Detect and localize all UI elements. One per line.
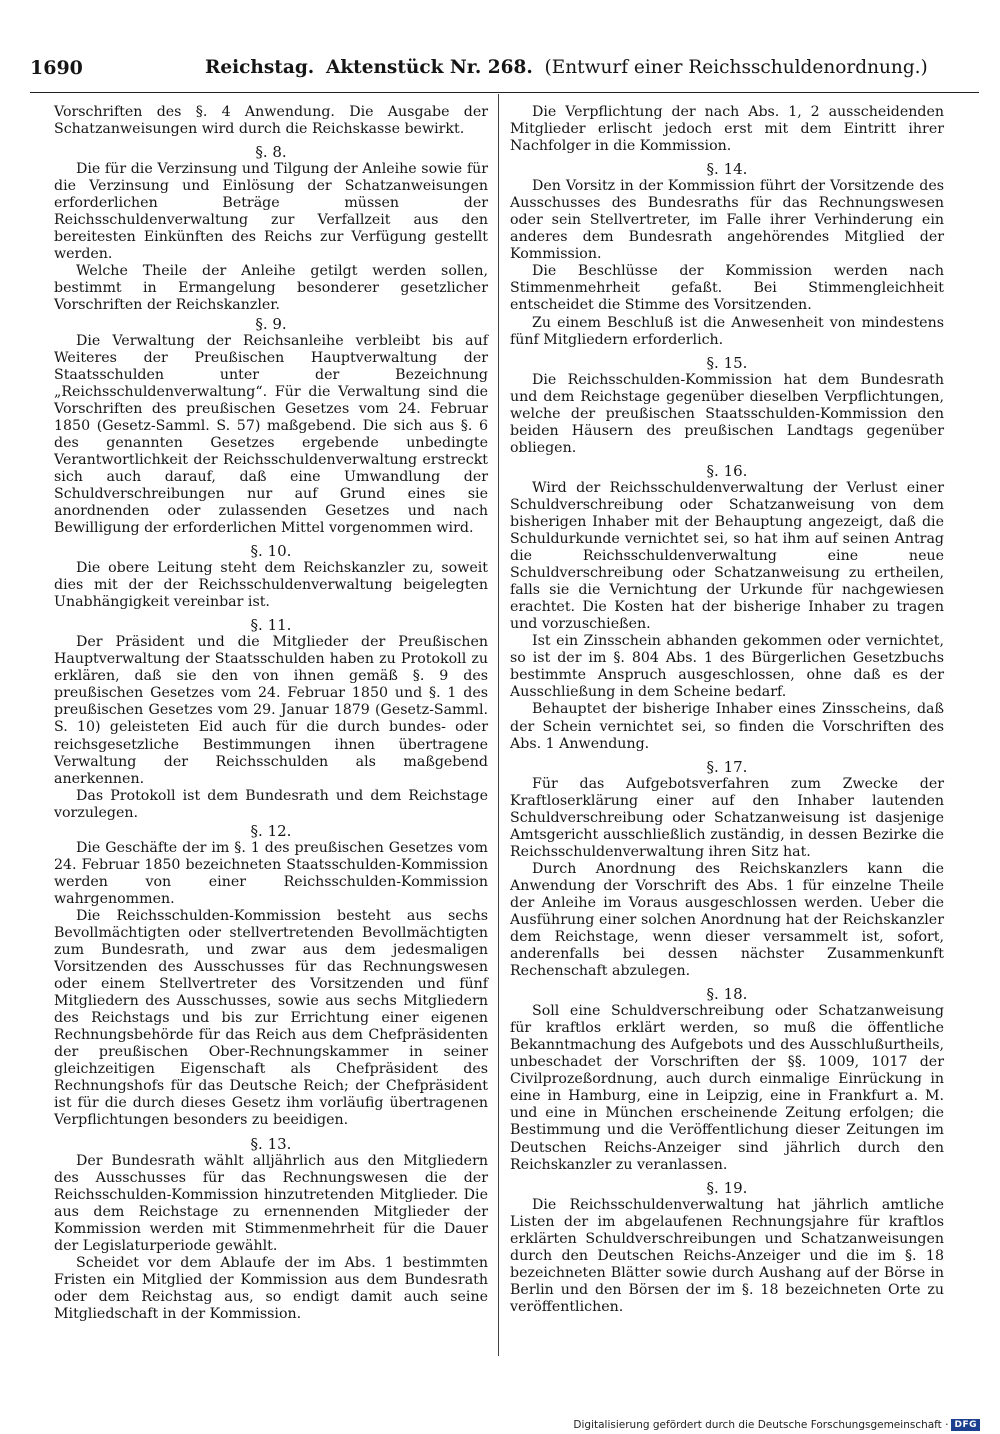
paragraph: Die für die Verzinsung und Tilgung der Anleihe sowie für die Verzinsung und Einlösung der Schatzanweisungen erforderlichen Beträge müssen der Reichsschuldenverwaltung zur Verfallzeit aus den bereitesten Einkünften des Reichs zur Verfügung gestellt werden.: [54, 161, 488, 263]
running-header: [30, 57, 980, 87]
paragraph: Soll eine Schuldverschreibung oder Schatzanweisung für kraftlos erklärt werden, so muß die öffentliche Bekanntmachung des Aufgebots und des Ausschlußurtheils, unbeschadet der Vorschriften der §§. 1009, 1017 der Civilprozeßordnung, auch durch einmalige Einrückung in eine in Hamburg, eine in Leipzig, eine in Frankfurt a. M. und eine in München erscheinende Zeitung erfolgen; die Bestimmung und die Veröffentlichung dieser Zeitungen im Deutschen Reichs-Anzeiger sind jährlich durch den Reichskanzler zu veranlassen.: [510, 1003, 944, 1173]
section-heading-8: §. 8.: [255, 143, 287, 162]
paragraph: Die Reichsschuldenverwaltung hat jährlich amtliche Listen der im abgelaufenen Rechnungsjahre für kraftlos erklärten Schuldverschreibungen und Schatzanweisungen durch den Deutschen Reichs-Anzeiger und die im §. 18 bezeichneten Blätter sowie durch Aushang auf der Börse in Berlin und den Börsen der im §. 18 bezeichneten Orte zu veröffentlichen.: [510, 1196, 944, 1315]
paragraph: Zu einem Beschluß ist die Anwesenheit von mindestens fünf Mitgliedern erforderlich.: [510, 314, 944, 348]
section-heading-17: §. 17.: [706, 757, 748, 776]
page-number: 1690: [30, 57, 83, 79]
dfg-logo: DFG: [951, 1419, 980, 1431]
paragraph: Die Beschlüsse der Kommission werden nach Stimmenmehrheit gefaßt. Bei Stimmengleichheit entscheidet die Stimme des Vorsitzenden.: [510, 263, 944, 314]
paragraph: Durch Anordnung des Reichskanzlers kann die Anwendung der Vorschrift des Abs. 1 für einzelne Theile der Anleihe im Voraus ausgeschlossen werden. Ueber die Ausführung einer solchen Anordnung hat der Reichskanzler dem Reichstage, wenn dieser versammelt ist, sofort, anderenfalls bei dessen nächster Zusammenkunft Rechenschaft abzulegen.: [510, 860, 944, 980]
paragraph: Die Verwaltung der Reichsanleihe verbleibt bis auf Weiteres der Preußischen Hauptverwaltung der Staatsschulden unter der Bezeichnung „Reichsschuldenverwaltung“. Für die Verwaltung sind die Vorschriften des preußischen Gesetzes vom 24. Februar 1850 (Gesetz-Samml. S. 57) maßgebend. Die sich aus §. 6 des genannten Gesetzes ergebende unbedingte Verantwortlichkeit der Reichsschuldenverwaltung erstreckt sich auch darauf, daß eine Umwandlung der Schuldverschreibungen nur auf Grund eines sie anordnenden oder zulassenden Gesetzes und nach Bewilligung der erforderlichen Mittel vorgenommen wird.: [54, 332, 488, 537]
column-divider: [498, 94, 499, 1356]
document-label: Aktenstück Nr. 268.: [325, 57, 533, 78]
section-heading-14: §. 14.: [706, 160, 748, 179]
paragraph: Die Geschäfte der im §. 1 des preußischen Gesetzes vom 24. Februar 1850 bezeichneten Staatsschulden-Kommission werden von einer Reichsschulden-Kommission wahrgenommen.: [54, 839, 488, 907]
left-column: [54, 104, 488, 1323]
paragraph: Der Bundesrath wählt alljährlich aus den Mitgliedern des Ausschusses für das Rechnungswesen die der Reichsschulden-Kommission hinzutretenden Mitglieder. Die aus dem Reichstage zu ernennenden Mitglieder der Kommission werden mit Stimmenmehrheit für die Dauer der Legislaturperiode gewählt.: [54, 1152, 488, 1254]
credit-text: Digitalisierung gefördert durch die Deutsche Forschungsgemeinschaft ·: [573, 1419, 949, 1431]
paragraph: Den Vorsitz in der Kommission führt der Vorsitzende des Ausschusses des Bundesraths für das Rechnungswesen oder sein Stellvertreter, im Falle ihrer Verhinderung ein anderes dem Bundesrath angehörendes Mitglied der Kommission.: [510, 178, 944, 263]
section-heading-9: §. 9.: [255, 314, 287, 333]
paragraph: Die Verpflichtung der nach Abs. 1, 2 ausscheidenden Mitglieder erlischt jedoch erst mit dem Eintritt ihrer Nachfolger in die Kommission.: [510, 104, 944, 155]
paragraph: Wird der Reichsschuldenverwaltung der Verlust einer Schuldverschreibung oder Schatzanweisung von dem bisherigen Inhaber mit der Behauptung angezeigt, daß die Schuldurkunde vernichtet sei, so hat ihm auf seinen Antrag die Reichsschuldenverwaltung eine neue Schuldverschreibung oder Schatzanweisung zu ertheilen, falls sie die Vernichtung der Urkunde für nachgewiesen erachtet. Die Kosten hat der bisherige Inhaber zu tragen und vorzuschießen.: [510, 479, 944, 633]
section-heading-11: §. 11.: [250, 616, 292, 635]
section-heading-16: §. 16.: [706, 461, 748, 480]
paragraph: Scheidet vor dem Ablaufe der im Abs. 1 bestimmten Fristen ein Mitglied der Kommission aus dem Bundesrath oder dem Reichstag aus, so endigt damit auch seine Mitgliedschaft in der Kommission.: [54, 1254, 488, 1322]
paragraph: Die Reichsschulden-Kommission hat dem Bundesrath und dem Reichstage gegenüber dieselben Verpflichtungen, welche der preußischen Staatsschulden-Kommission den beiden Häusern des preußischen Landtags gegenüber obliegen.: [510, 371, 944, 456]
document-subject: (Entwurf einer Reichsschuldenordnung.): [544, 57, 928, 78]
paragraph: Für das Aufgebotsverfahren zum Zwecke der Kraftloserklärung einer auf den Inhaber lautenden Schuldverschreibung oder Schatzanweisung ist dasjenige Amtsgericht ausschließlich zuständig, in dessen Bezirke die Reichsschuldenverwaltung ihren Sitz hat.: [510, 775, 944, 860]
paragraph: Das Protokoll ist dem Bundesrath und dem Reichstage vorzulegen.: [54, 787, 488, 821]
paragraph: Ist ein Zinsschein abhanden gekommen oder vernichtet, so ist der im §. 804 Abs. 1 des Bürgerlichen Gesetzbuchs bestimmte Anspruch ausgeschlossen, ohne daß es der Ausschließung in dem Scheine bedarf.: [510, 633, 944, 701]
paragraph: Der Präsident und die Mitglieder der Preußischen Hauptverwaltung der Staatsschulden haben zu Protokoll zu erklären, daß sie den von ihnen gemäß §. 9 des preußischen Gesetzes vom 24. Februar 1850 und §. 1 des preußischen Gesetzes vom 29. Januar 1879 (Gesetz-Samml. S. 10) geleisteten Eid auch für die durch bundes- oder reichsgesetzliche Bestimmungen ihnen übertragene Verwaltung der Reichsschulden als maßgebend anerkennen.: [54, 634, 488, 787]
right-column: [510, 104, 944, 1316]
digitization-credit: [573, 1419, 980, 1431]
paragraph: Welche Theile der Anleihe getilgt werden sollen, bestimmt in Ermangelung besonderer gesetzlicher Vorschriften der Reichskanzler.: [54, 263, 488, 314]
section-heading-13: §. 13.: [250, 1134, 292, 1153]
section-heading-19: §. 19.: [706, 1178, 748, 1197]
paragraph: Behauptet der bisherige Inhaber eines Zinsscheins, daß der Schein vernichtet sei, so finden die Vorschriften des Abs. 1 Anwendung.: [510, 701, 944, 752]
paragraph: Die obere Leitung steht dem Reichskanzler zu, soweit dies mit der der Reichsschuldenverwaltung beigelegten Unabhängigkeit vereinbar ist.: [54, 560, 488, 611]
running-title: [205, 57, 928, 78]
body-name: Reichstag.: [205, 57, 315, 78]
section-heading-15: §. 15.: [706, 353, 748, 372]
section-heading-18: §. 18.: [706, 985, 748, 1004]
section-heading-10: §. 10.: [250, 542, 292, 561]
header-rule: [30, 92, 979, 93]
section-heading-12: §. 12.: [250, 821, 292, 840]
paragraph: Vorschriften des §. 4 Anwendung. Die Ausgabe der Schatzanweisungen wird durch die Reichskasse bewirkt.: [54, 104, 488, 138]
paragraph: Die Reichsschulden-Kommission besteht aus sechs Bevollmächtigten oder stellvertretenden Bevollmächtigten zum Bundesrath, und zwar aus dem jedesmaligen Vorsitzenden des Ausschusses für das Rechnungswesen oder einem Stellvertreter des Vorsitzenden und fünf Mitgliedern des Ausschusses, sowie aus sechs Mitgliedern des Reichstags und bis zur Errichtung einer eigenen Rechnungsbehörde für das Reich aus dem Chefpräsidenten der preußischen Ober-Rechnungskammer in seiner gleichzeitigen Eigenschaft als Chefpräsident des Rechnungshofs für das Deutsche Reich; der Chefpräsident ist für die durch dieses Gesetz ihm vorläufig übertragenen Verpflichtungen besonders zu beeidigen.: [54, 907, 488, 1129]
